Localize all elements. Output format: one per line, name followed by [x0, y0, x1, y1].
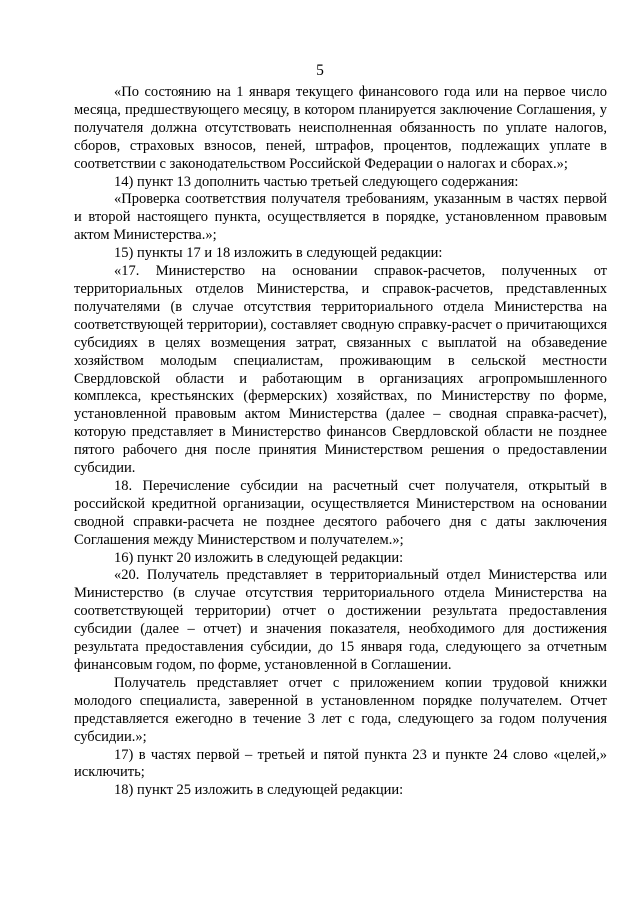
paragraph-tax-obligation-quote: «По состоянию на 1 января текущего финансового года или на первое число месяца, предшествующего месяцу, в котором планируется заключение Соглашения, у получателя должна отсутствовать неисполненная обязанность по уплате налогов, сборов, страховых взносов, пеней, штрафов, процентов, подлежащих уплате в соответствии с законодательством Российской Федерации о налогах и сборах.»;: [74, 84, 607, 172]
paragraph-item-14: 14) пункт 13 дополнить частью третьей следующего содержания:: [114, 173, 519, 190]
paragraph-clause-17: «17. Министерство на основании справок-расчетов, полученных от территориальных отделов Министерства, и справок-расчетов, представленных получателями (в случае отсутствия территориального отдела Министерства на соответствующей территории), составляет сводную справку-расчет о причитающихся субсидиях в целях возмещения затрат, связанных с выплатой на обзаведение хозяйством молодым специалистам, проживающим в сельской местности Свердловской области и работающим в организациях агропромышленного комплекса, крестьянских (фермерских) хозяйствах, по Министерству по форме, установленной правовым актом Министерства (далее – сводная справка-расчет), которую представляет в Министерство финансов Свердловской области не позднее пятого рабочего дня после принятия Министерством решения о предоставлении субсидии.: [74, 263, 607, 477]
paragraph-item-16: 16) пункт 20 изложить в следующей редакции:: [114, 549, 404, 566]
paragraph-item-17: 17) в частях первой – третьей и пятой пункта 23 и пункте 24 слово «целей,» исключить;: [74, 746, 607, 781]
page-number: 5: [316, 62, 324, 79]
paragraph-item-15: 15) пункты 17 и 18 изложить в следующей редакции:: [114, 245, 443, 262]
document-body: [74, 84, 607, 800]
paragraph-clause-18: 18. Перечисление субсидии на расчетный счет получателя, открытый в российской кредитной организации, осуществляется Министерством на основании сводной справки-расчета не позднее десятого рабочего дня с даты заключения Соглашения между Министерством и получателем.»;: [74, 477, 607, 548]
paragraph-item-18: 18) пункт 25 изложить в следующей редакции:: [114, 782, 404, 799]
paragraph-clause-20: «20. Получатель представляет в территориальный отдел Министерства или Министерство (в случае отсутствия территориального отдела Министерства на соответствующей территории) отчет о достижении результата предоставления субсидии (далее – отчет) и значения показателя, необходимого для достижения результата предоставления субсидии, до 15 января года, следующего за отчетным финансовым годом, по форме, установленной в Соглашении.: [74, 567, 607, 673]
paragraph-verification-quote: «Проверка соответствия получателя требованиям, указанным в частях первой и второй настоящего пункта, осуществляется в порядке, установленном правовым актом Министерства.»;: [74, 191, 607, 244]
paragraph-report-attachment: Получатель представляет отчет с приложением копии трудовой книжки молодого специалиста, заверенной в установленном порядке получателем. Отчет представляется ежегодно в течение 3 лет с года, следующего за годом получения субсидии.»;: [74, 674, 607, 745]
